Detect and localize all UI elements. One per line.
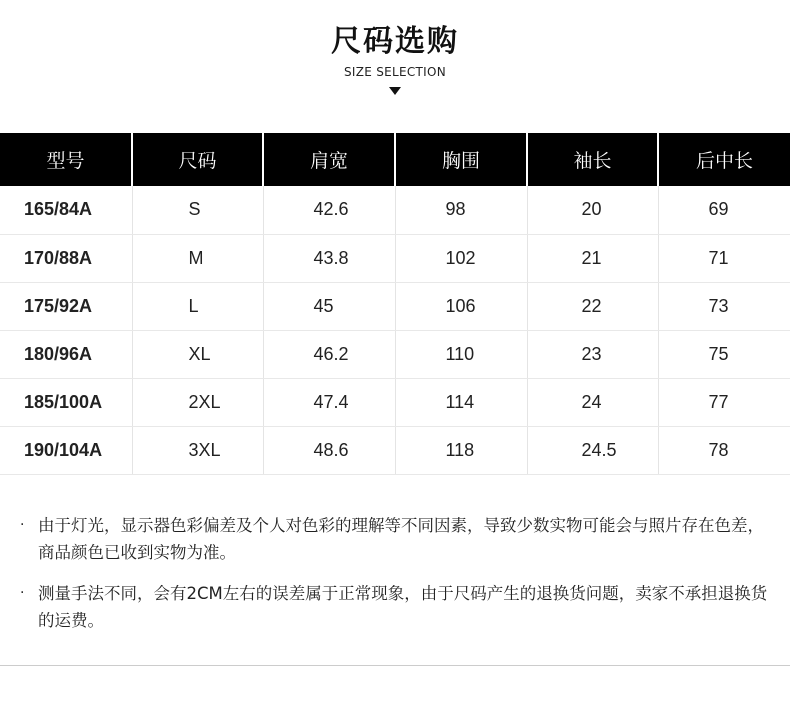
cell-shoulder: 43.8 bbox=[263, 234, 395, 282]
cell-chest: 106 bbox=[395, 282, 527, 330]
column-header-model: 型号 bbox=[0, 133, 132, 186]
cell-size: 3XL bbox=[132, 426, 263, 474]
cell-model: 190/104A bbox=[0, 426, 132, 474]
cell-sleeve: 24.5 bbox=[527, 426, 658, 474]
table-row bbox=[0, 234, 790, 282]
cell-back-length: 69 bbox=[658, 186, 790, 234]
page-title: 尺码选购 bbox=[331, 24, 459, 59]
cell-chest: 102 bbox=[395, 234, 527, 282]
notes-list bbox=[20, 512, 780, 648]
cell-shoulder: 47.4 bbox=[263, 378, 395, 426]
cell-back-length: 77 bbox=[658, 378, 790, 426]
cell-back-length: 75 bbox=[658, 330, 790, 378]
cell-back-length: 71 bbox=[658, 234, 790, 282]
cell-sleeve: 22 bbox=[527, 282, 658, 330]
cell-shoulder: 45 bbox=[263, 282, 395, 330]
table-row bbox=[0, 330, 790, 378]
bullet-icon: · bbox=[20, 517, 25, 533]
bullet-icon: · bbox=[20, 585, 25, 601]
note-item bbox=[20, 512, 780, 566]
cell-size: L bbox=[132, 282, 263, 330]
cell-size: XL bbox=[132, 330, 263, 378]
cell-model: 165/84A bbox=[0, 186, 132, 234]
bottom-divider bbox=[0, 665, 790, 666]
cell-chest: 114 bbox=[395, 378, 527, 426]
cell-chest: 118 bbox=[395, 426, 527, 474]
cell-back-length: 78 bbox=[658, 426, 790, 474]
column-header-sleeve: 袖长 bbox=[527, 133, 658, 186]
table-row bbox=[0, 282, 790, 330]
cell-shoulder: 46.2 bbox=[263, 330, 395, 378]
section-header bbox=[0, 22, 790, 95]
page-subtitle: SIZE SELECTION bbox=[343, 65, 447, 79]
cell-sleeve: 23 bbox=[527, 330, 658, 378]
cell-size: S bbox=[132, 186, 263, 234]
cell-size: 2XL bbox=[132, 378, 263, 426]
cell-model: 185/100A bbox=[0, 378, 132, 426]
cell-chest: 110 bbox=[395, 330, 527, 378]
cell-sleeve: 21 bbox=[527, 234, 658, 282]
down-arrow-icon bbox=[389, 87, 401, 95]
table-row bbox=[0, 378, 790, 426]
column-header-back-length: 后中长 bbox=[658, 133, 790, 186]
cell-model: 180/96A bbox=[0, 330, 132, 378]
cell-shoulder: 42.6 bbox=[263, 186, 395, 234]
note-item bbox=[20, 580, 780, 634]
cell-sleeve: 20 bbox=[527, 186, 658, 234]
column-header-shoulder: 肩宽 bbox=[263, 133, 395, 186]
table-header-row bbox=[0, 133, 790, 186]
cell-chest: 98 bbox=[395, 186, 527, 234]
cell-sleeve: 24 bbox=[527, 378, 658, 426]
size-table bbox=[0, 133, 790, 475]
cell-back-length: 73 bbox=[658, 282, 790, 330]
cell-size: M bbox=[132, 234, 263, 282]
table-row bbox=[0, 426, 790, 474]
cell-shoulder: 48.6 bbox=[263, 426, 395, 474]
cell-model: 170/88A bbox=[0, 234, 132, 282]
column-header-size: 尺码 bbox=[132, 133, 263, 186]
note-text: 由于灯光，显示器色彩偏差及个人对色彩的理解等不同因素，导致少数实物可能会与照片存在色差，商品颜色已收到实物为准。 bbox=[38, 516, 764, 562]
note-text: 测量手法不同，会有2CM左右的误差属于正常现象，由于尺码产生的退换货问题，卖家不承担退换货的运费。 bbox=[38, 584, 768, 630]
column-header-chest: 胸围 bbox=[395, 133, 527, 186]
cell-model: 175/92A bbox=[0, 282, 132, 330]
table-row bbox=[0, 186, 790, 234]
